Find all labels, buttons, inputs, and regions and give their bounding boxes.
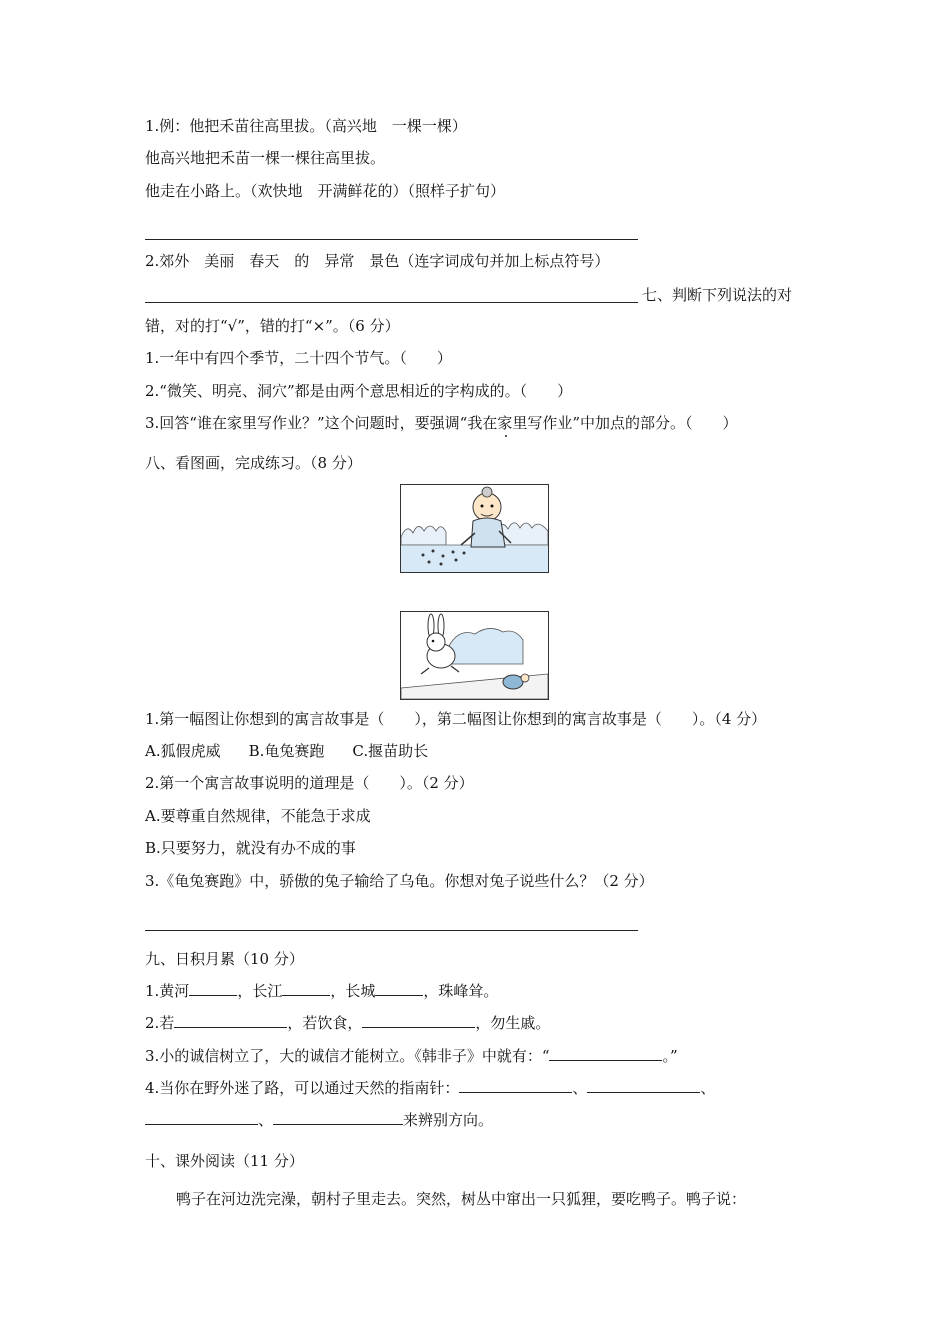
blank[interactable] [273, 1110, 403, 1125]
text: ，珠峰耸。 [423, 982, 499, 1000]
text: 、 [700, 1079, 716, 1097]
fill-blank-4 [145, 1078, 715, 1098]
fill-blank-3 [145, 1046, 678, 1066]
section-9-heading: 九、日积月累（10 分） [145, 950, 304, 968]
question-2-option-a: A.要尊重自然规律，不能急于求成 [145, 807, 371, 825]
picture-question-1-options [145, 741, 428, 761]
picture-question-3: 3.《龟兔赛跑》中，骄傲的兔子输给了乌龟。你想对兔子说些什么？（2 分） [145, 872, 654, 890]
example-result: 他高兴地把禾苗一棵一棵往高里拔。 [145, 149, 386, 167]
emphasis-dot [505, 435, 507, 437]
option-c: C.揠苗助长 [352, 742, 429, 760]
answer-line [145, 239, 638, 240]
judge-item-2: 2.“微笑、明亮、洞穴”都是由两个意思相近的字构成的。（ ） [145, 382, 573, 400]
section-7-instruction: 错，对的打“√”，错的打“×”。（6 分） [145, 317, 400, 335]
text: 4.当你在野外迷了路，可以通过天然的指南针： [145, 1079, 460, 1097]
text: 、 [572, 1079, 588, 1097]
judge-item-1: 1.一年中有四个季节，二十四个节气。（ ） [145, 349, 452, 367]
text: ，长城 [330, 982, 376, 1000]
question-2-option-b: B.只要努力，就没有办不成的事 [145, 839, 356, 857]
blank[interactable] [375, 981, 423, 996]
option-a: A.狐假虎威 [145, 742, 221, 760]
text: 3.小的诚信树立了，大的诚信才能树立。《韩非子》中就有：“ [145, 1047, 550, 1065]
section-10-heading: 十、课外阅读（11 分） [145, 1152, 304, 1170]
text: 来辨别方向。 [403, 1111, 494, 1129]
blank[interactable] [189, 981, 237, 996]
blank[interactable] [459, 1078, 572, 1093]
rabbit-and-tortoise-race-illustration [400, 611, 549, 700]
blank[interactable] [587, 1078, 700, 1093]
expand-sentence-task: 他走在小路上。（欢快地 开满鲜花的）（照样子扩句） [145, 182, 506, 200]
fill-blank-2 [145, 1013, 550, 1033]
blank[interactable] [145, 1110, 258, 1125]
option-b: B.龟兔赛跑 [248, 742, 325, 760]
fill-blank-1 [145, 981, 498, 1001]
boy-pulling-seedlings-illustration [400, 484, 549, 573]
text: ，长江 [237, 982, 283, 1000]
text: 1.黄河 [145, 982, 190, 1000]
blank[interactable] [362, 1013, 475, 1028]
text: 。” [662, 1047, 678, 1065]
text: ，勿生戚。 [475, 1014, 551, 1032]
text: ，若饮食， [287, 1014, 363, 1032]
section-8-heading: 八、看图画，完成练习。（8 分） [145, 454, 362, 472]
example-sentence: 1.例：他把禾苗往高里拔。（高兴地 一棵一棵） [145, 117, 467, 135]
picture-question-1: 1.第一幅图让你想到的寓言故事是（ ），第二幅图让你想到的寓言故事是（ ）。（4 分） [145, 710, 767, 728]
blank[interactable] [549, 1046, 662, 1061]
section-7-heading: 七、判断下列说法的对 [642, 286, 793, 304]
fill-blank-5 [145, 1110, 493, 1130]
text: 2.若 [145, 1014, 175, 1032]
picture-question-2: 2.第一个寓言故事说明的道理是（ ）。（2 分） [145, 774, 474, 792]
text: 、 [258, 1111, 274, 1129]
reading-passage: 鸭子在河边洗完澡，朝村子里走去。突然，树丛中窜出一只狐狸，要吃鸭子。鸭子说： [176, 1190, 747, 1208]
judge-item-3: 3.回答“谁在家里写作业？”这个问题时，要强调“我在家里写作业”中加点的部分。（ ） [145, 414, 738, 432]
answer-line [145, 302, 638, 303]
blank[interactable] [174, 1013, 287, 1028]
word-order-task: 2.郊外 美丽 春天 的 异常 景色（连字词成句并加上标点符号） [145, 252, 610, 270]
answer-line [145, 930, 638, 931]
blank[interactable] [282, 981, 330, 996]
